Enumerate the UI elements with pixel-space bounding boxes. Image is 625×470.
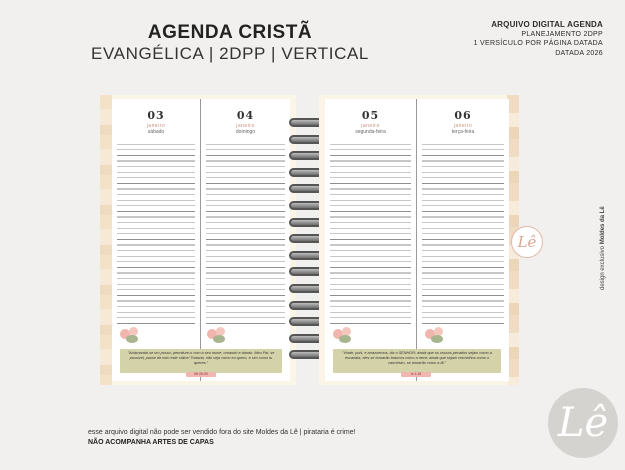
page-title: AGENDA CRISTÃ [147, 22, 313, 43]
spiral-ring [289, 284, 323, 293]
day-month: janeiro [361, 123, 380, 129]
product-info [474, 20, 603, 58]
spiral-ring [289, 317, 323, 326]
day-number: 04 [236, 109, 255, 122]
day-month: janeiro [236, 123, 255, 129]
day-weekday: terça-feira [451, 129, 475, 135]
bible-verse: "Aclamando-se um posso, permiture-o com a seu nome, ornando e dando. Meu Pai, se possível, passe de mim este cálice! Todavia, não seja como eu quero, e sim como tu queres." [120, 349, 282, 373]
spiral-ring [289, 201, 323, 210]
info-line-1: ARQUIVO DIGITAL AGENDA [491, 20, 603, 29]
day-month: janeiro [146, 123, 166, 129]
day-column [325, 99, 417, 381]
design-credit-brand: Moldes da Lê [600, 206, 606, 245]
floral-border [100, 95, 112, 385]
page-subtitle: EVANGÉLICA | 2DPP | VERTICAL [91, 44, 369, 63]
spiral-ring [289, 168, 323, 177]
planner-page-right [319, 95, 519, 385]
day-weekday: sábado [147, 129, 165, 135]
writing-lines[interactable] [117, 139, 195, 422]
brand-badge-icon: Lê [511, 226, 543, 258]
spiral-ring [289, 118, 323, 127]
planner-page-left [100, 95, 296, 385]
spiral-ring [289, 301, 323, 310]
bible-verse: "Vinde, pois, e arrazoemos, diz o SENHOR; ainda que os vossos pecados sejam como a escarlata, eles se tornarão brancos como a neve; ainda que sejam vermelhos como o carmesim, se tornarão como a lã." [333, 349, 501, 373]
day-column [112, 99, 201, 381]
day-weekday: segunda-feira [355, 129, 386, 135]
day-weekday: domingo [235, 129, 256, 135]
flower-icon [205, 325, 231, 345]
spiral-ring [289, 350, 323, 359]
spiral-ring [289, 184, 323, 193]
spiral-ring [289, 334, 323, 343]
info-line-4: DATADA 2026 [555, 49, 603, 57]
spiral-ring [289, 151, 323, 160]
day-header [325, 109, 416, 135]
day-month: janeiro [453, 123, 473, 129]
writing-lines[interactable] [422, 139, 504, 422]
flower-icon [331, 325, 357, 345]
writing-lines[interactable] [206, 139, 285, 422]
spiral-ring [289, 218, 323, 227]
page-inner-left [112, 99, 290, 381]
day-column [417, 99, 509, 381]
spiral-ring [289, 267, 323, 276]
verse-reference: Mt 26:39 [186, 372, 216, 377]
flower-icon [423, 325, 449, 345]
flower-icon [118, 325, 144, 345]
day-column [201, 99, 290, 381]
spiral-ring [289, 135, 323, 144]
spiral-ring [289, 251, 323, 260]
day-number: 05 [361, 109, 380, 122]
verse-reference: Is 1:18 [401, 372, 431, 377]
day-header [417, 109, 509, 135]
writing-lines[interactable] [330, 139, 411, 422]
covers-notice: NÃO ACOMPANHA ARTES DE CAPAS [88, 439, 214, 446]
day-header [201, 109, 290, 135]
day-header [112, 109, 200, 135]
info-line-3: 1 VERSÍCULO POR PÁGINA DATADA [473, 40, 603, 47]
logo-letter: Lê [557, 400, 609, 446]
day-number: 06 [454, 109, 472, 122]
design-credit [600, 206, 606, 290]
info-line-2: PLANEJAMENTO 2DPP [521, 30, 603, 38]
page-inner-right [325, 99, 509, 381]
brand-logo-icon [548, 388, 618, 458]
spiral-binding [289, 118, 323, 368]
copyright-notice: esse arquivo digital não pode ser vendido fora do site Moldes da Lê | pirataria é crime! [88, 429, 356, 436]
design-credit-prefix: design exclusivo [600, 244, 606, 290]
day-number: 03 [147, 109, 165, 122]
spiral-ring [289, 234, 323, 243]
